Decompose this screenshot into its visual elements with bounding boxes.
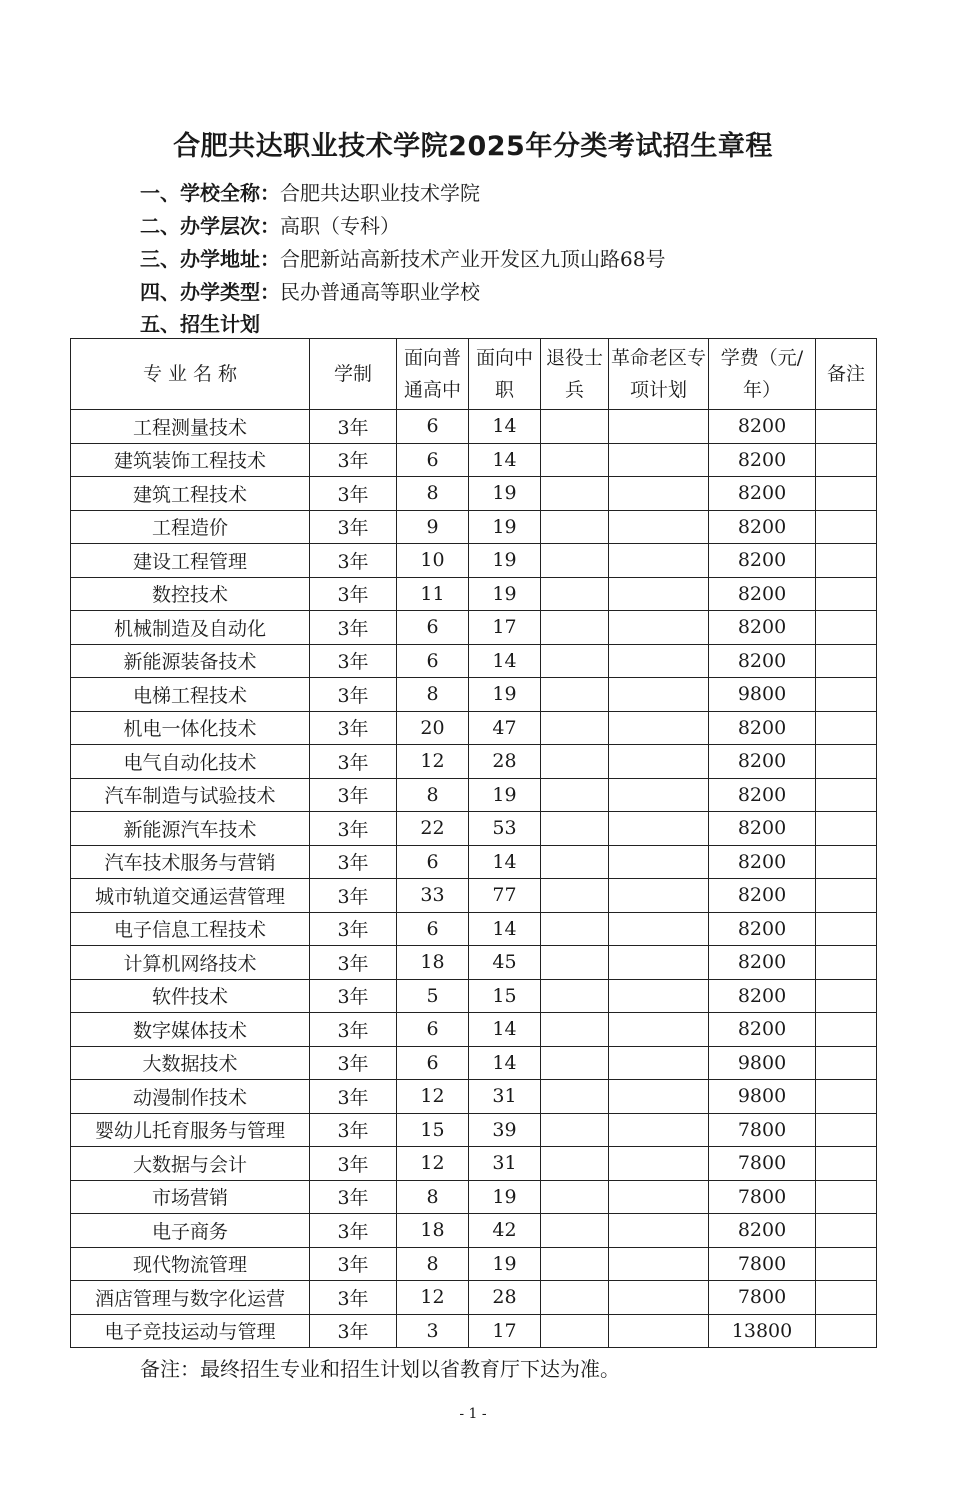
cell-major-name: 电气自动化技术 <box>71 745 310 779</box>
cell-high-school: 9 <box>397 510 469 544</box>
cell-years: 3年 <box>310 1013 397 1047</box>
cell-years: 3年 <box>310 1113 397 1147</box>
cell-veterans <box>541 1180 609 1214</box>
cell-years: 3年 <box>310 443 397 477</box>
cell-high-school: 18 <box>397 946 469 980</box>
cell-tuition: 9800 <box>709 1046 816 1080</box>
cell-high-school: 22 <box>397 812 469 846</box>
cell-vocational-school: 39 <box>469 1113 541 1147</box>
table-row <box>71 1314 877 1348</box>
header-vocational-school: 面向中职 <box>469 339 541 410</box>
cell-revolutionary-area <box>609 1247 709 1281</box>
cell-veterans <box>541 544 609 578</box>
cell-years: 3年 <box>310 1147 397 1181</box>
cell-vocational-school: 19 <box>469 778 541 812</box>
cell-high-school: 8 <box>397 1247 469 1281</box>
page-number: - 1 - <box>459 1406 487 1422</box>
cell-vocational-school: 14 <box>469 443 541 477</box>
cell-remarks <box>816 845 877 879</box>
table-row <box>71 510 877 544</box>
cell-vocational-school: 19 <box>469 1247 541 1281</box>
cell-remarks <box>816 912 877 946</box>
cell-revolutionary-area <box>609 678 709 712</box>
cell-tuition: 8200 <box>709 644 816 678</box>
header-high-school: 面向普通高中 <box>397 339 469 410</box>
cell-major-name: 建筑装饰工程技术 <box>71 443 310 477</box>
cell-tuition: 8200 <box>709 711 816 745</box>
cell-vocational-school: 14 <box>469 644 541 678</box>
table-row <box>71 678 877 712</box>
info-label: 三、办学地址： <box>140 247 280 271</box>
cell-high-school: 11 <box>397 577 469 611</box>
info-label: 四、办学类型： <box>140 280 280 304</box>
cell-years: 3年 <box>310 946 397 980</box>
cell-veterans <box>541 1113 609 1147</box>
cell-major-name: 市场营销 <box>71 1180 310 1214</box>
cell-remarks <box>816 1080 877 1114</box>
cell-years: 3年 <box>310 644 397 678</box>
cell-major-name: 建设工程管理 <box>71 544 310 578</box>
cell-revolutionary-area <box>609 611 709 645</box>
cell-major-name: 机电一体化技术 <box>71 711 310 745</box>
cell-veterans <box>541 1247 609 1281</box>
cell-vocational-school: 14 <box>469 912 541 946</box>
table-row <box>71 477 877 511</box>
cell-revolutionary-area <box>609 577 709 611</box>
cell-years: 3年 <box>310 678 397 712</box>
cell-years: 3年 <box>310 611 397 645</box>
cell-major-name: 软件技术 <box>71 979 310 1013</box>
cell-major-name: 工程造价 <box>71 510 310 544</box>
cell-revolutionary-area <box>609 1113 709 1147</box>
header-revolutionary-area: 革命老区专项计划 <box>609 339 709 410</box>
cell-remarks <box>816 1247 877 1281</box>
cell-major-name: 现代物流管理 <box>71 1247 310 1281</box>
cell-years: 3年 <box>310 1214 397 1248</box>
cell-revolutionary-area <box>609 912 709 946</box>
table-row <box>71 443 877 477</box>
cell-remarks <box>816 1281 877 1315</box>
cell-veterans <box>541 577 609 611</box>
cell-high-school: 33 <box>397 879 469 913</box>
cell-vocational-school: 19 <box>469 477 541 511</box>
cell-high-school: 3 <box>397 1314 469 1348</box>
cell-remarks <box>816 510 877 544</box>
cell-vocational-school: 28 <box>469 1281 541 1315</box>
cell-revolutionary-area <box>609 812 709 846</box>
cell-revolutionary-area <box>609 845 709 879</box>
info-value: 合肥共达职业技术学院 <box>280 181 480 205</box>
cell-major-name: 电梯工程技术 <box>71 678 310 712</box>
cell-major-name: 电子商务 <box>71 1214 310 1248</box>
table-row <box>71 912 877 946</box>
cell-veterans <box>541 611 609 645</box>
cell-high-school: 6 <box>397 443 469 477</box>
table-row <box>71 1113 877 1147</box>
cell-major-name: 城市轨道交通运营管理 <box>71 879 310 913</box>
cell-high-school: 6 <box>397 644 469 678</box>
table-row <box>71 979 877 1013</box>
info-value: 民办普通高等职业学校 <box>280 280 480 304</box>
table-row <box>71 644 877 678</box>
info-value: 高职（专科） <box>280 214 400 238</box>
cell-high-school: 6 <box>397 912 469 946</box>
cell-tuition: 8200 <box>709 510 816 544</box>
cell-years: 3年 <box>310 745 397 779</box>
cell-years: 3年 <box>310 912 397 946</box>
cell-veterans <box>541 678 609 712</box>
cell-veterans <box>541 510 609 544</box>
cell-major-name: 电子竞技运动与管理 <box>71 1314 310 1348</box>
cell-remarks <box>816 711 877 745</box>
cell-years: 3年 <box>310 477 397 511</box>
cell-remarks <box>816 1013 877 1047</box>
cell-vocational-school: 31 <box>469 1080 541 1114</box>
cell-major-name: 建筑工程技术 <box>71 477 310 511</box>
cell-revolutionary-area <box>609 778 709 812</box>
cell-veterans <box>541 1046 609 1080</box>
cell-veterans <box>541 1281 609 1315</box>
cell-tuition: 7800 <box>709 1180 816 1214</box>
cell-major-name: 新能源装备技术 <box>71 644 310 678</box>
cell-high-school: 12 <box>397 1080 469 1114</box>
cell-vocational-school: 45 <box>469 946 541 980</box>
info-level <box>140 214 400 238</box>
info-school-name <box>140 181 480 205</box>
header-major-name: 专 业 名 称 <box>71 339 310 410</box>
table-row <box>71 1013 877 1047</box>
cell-remarks <box>816 1180 877 1214</box>
cell-remarks <box>816 477 877 511</box>
cell-high-school: 18 <box>397 1214 469 1248</box>
cell-remarks <box>816 611 877 645</box>
table-row <box>71 879 877 913</box>
cell-tuition: 7800 <box>709 1113 816 1147</box>
cell-tuition: 8200 <box>709 443 816 477</box>
cell-tuition: 8200 <box>709 778 816 812</box>
cell-remarks <box>816 577 877 611</box>
cell-high-school: 12 <box>397 1147 469 1181</box>
cell-tuition: 9800 <box>709 1080 816 1114</box>
info-address <box>140 247 665 271</box>
cell-remarks <box>816 812 877 846</box>
cell-major-name: 婴幼儿托育服务与管理 <box>71 1113 310 1147</box>
cell-vocational-school: 14 <box>469 1013 541 1047</box>
info-type <box>140 280 480 304</box>
cell-years: 3年 <box>310 979 397 1013</box>
cell-vocational-school: 19 <box>469 1180 541 1214</box>
cell-veterans <box>541 1013 609 1047</box>
cell-tuition: 9800 <box>709 678 816 712</box>
table-row <box>71 745 877 779</box>
cell-tuition: 8200 <box>709 611 816 645</box>
cell-major-name: 汽车技术服务与营销 <box>71 845 310 879</box>
cell-major-name: 汽车制造与试验技术 <box>71 778 310 812</box>
cell-major-name: 动漫制作技术 <box>71 1080 310 1114</box>
cell-vocational-school: 19 <box>469 510 541 544</box>
header-veterans: 退役士兵 <box>541 339 609 410</box>
cell-revolutionary-area <box>609 1180 709 1214</box>
cell-tuition: 8200 <box>709 544 816 578</box>
cell-vocational-school: 19 <box>469 577 541 611</box>
cell-years: 3年 <box>310 812 397 846</box>
cell-years: 3年 <box>310 1281 397 1315</box>
cell-major-name: 工程测量技术 <box>71 410 310 444</box>
document-title: 合肥共达职业技术学院2025年分类考试招生章程 <box>173 131 773 162</box>
cell-veterans <box>541 745 609 779</box>
cell-revolutionary-area <box>609 711 709 745</box>
cell-tuition: 8200 <box>709 1013 816 1047</box>
cell-high-school: 6 <box>397 611 469 645</box>
cell-veterans <box>541 812 609 846</box>
header-tuition: 学费（元/年） <box>709 339 816 410</box>
cell-tuition: 7800 <box>709 1147 816 1181</box>
cell-major-name: 计算机网络技术 <box>71 946 310 980</box>
cell-veterans <box>541 912 609 946</box>
table-row <box>71 1147 877 1181</box>
cell-remarks <box>816 745 877 779</box>
cell-high-school: 6 <box>397 1046 469 1080</box>
cell-remarks <box>816 1147 877 1181</box>
table-row <box>71 1247 877 1281</box>
cell-revolutionary-area <box>609 1214 709 1248</box>
cell-revolutionary-area <box>609 410 709 444</box>
cell-remarks <box>816 544 877 578</box>
cell-veterans <box>541 1214 609 1248</box>
cell-years: 3年 <box>310 1080 397 1114</box>
table-row <box>71 1080 877 1114</box>
cell-remarks <box>816 946 877 980</box>
cell-years: 3年 <box>310 1180 397 1214</box>
cell-revolutionary-area <box>609 510 709 544</box>
cell-revolutionary-area <box>609 644 709 678</box>
cell-vocational-school: 31 <box>469 1147 541 1181</box>
cell-vocational-school: 28 <box>469 745 541 779</box>
cell-major-name: 大数据技术 <box>71 1046 310 1080</box>
table-row <box>71 1214 877 1248</box>
cell-revolutionary-area <box>609 477 709 511</box>
cell-veterans <box>541 979 609 1013</box>
cell-vocational-school: 53 <box>469 812 541 846</box>
cell-veterans <box>541 443 609 477</box>
cell-years: 3年 <box>310 410 397 444</box>
cell-vocational-school: 47 <box>469 711 541 745</box>
cell-years: 3年 <box>310 510 397 544</box>
cell-high-school: 8 <box>397 477 469 511</box>
cell-years: 3年 <box>310 845 397 879</box>
cell-high-school: 20 <box>397 711 469 745</box>
table-row <box>71 577 877 611</box>
cell-vocational-school: 19 <box>469 678 541 712</box>
cell-tuition: 8200 <box>709 745 816 779</box>
table-row <box>71 946 877 980</box>
cell-tuition: 7800 <box>709 1247 816 1281</box>
cell-major-name: 数控技术 <box>71 577 310 611</box>
info-plan-heading <box>140 312 260 336</box>
info-label: 二、办学层次： <box>140 214 280 238</box>
cell-remarks <box>816 1314 877 1348</box>
cell-vocational-school: 17 <box>469 1314 541 1348</box>
cell-high-school: 6 <box>397 410 469 444</box>
cell-high-school: 6 <box>397 1013 469 1047</box>
header-years: 学制 <box>310 339 397 410</box>
cell-vocational-school: 19 <box>469 544 541 578</box>
cell-years: 3年 <box>310 544 397 578</box>
cell-tuition: 8200 <box>709 879 816 913</box>
cell-revolutionary-area <box>609 979 709 1013</box>
cell-revolutionary-area <box>609 1147 709 1181</box>
cell-veterans <box>541 778 609 812</box>
table-row <box>71 812 877 846</box>
cell-tuition: 13800 <box>709 1314 816 1348</box>
cell-tuition: 8200 <box>709 845 816 879</box>
cell-years: 3年 <box>310 778 397 812</box>
cell-major-name: 酒店管理与数字化运营 <box>71 1281 310 1315</box>
cell-revolutionary-area <box>609 1080 709 1114</box>
cell-high-school: 8 <box>397 778 469 812</box>
cell-revolutionary-area <box>609 1281 709 1315</box>
cell-major-name: 电子信息工程技术 <box>71 912 310 946</box>
cell-remarks <box>816 879 877 913</box>
cell-revolutionary-area <box>609 1314 709 1348</box>
cell-vocational-school: 17 <box>469 611 541 645</box>
enrollment-plan-table <box>70 338 877 1348</box>
cell-revolutionary-area <box>609 1013 709 1047</box>
cell-veterans <box>541 711 609 745</box>
cell-revolutionary-area <box>609 544 709 578</box>
cell-vocational-school: 14 <box>469 1046 541 1080</box>
cell-major-name: 新能源汽车技术 <box>71 812 310 846</box>
table-row <box>71 611 877 645</box>
cell-high-school: 12 <box>397 745 469 779</box>
cell-major-name: 数字媒体技术 <box>71 1013 310 1047</box>
cell-remarks <box>816 778 877 812</box>
cell-revolutionary-area <box>609 879 709 913</box>
cell-tuition: 7800 <box>709 1281 816 1315</box>
cell-years: 3年 <box>310 1046 397 1080</box>
cell-major-name: 大数据与会计 <box>71 1147 310 1181</box>
cell-vocational-school: 14 <box>469 410 541 444</box>
cell-high-school: 12 <box>397 1281 469 1315</box>
cell-tuition: 8200 <box>709 912 816 946</box>
cell-high-school: 5 <box>397 979 469 1013</box>
cell-revolutionary-area <box>609 443 709 477</box>
cell-years: 3年 <box>310 711 397 745</box>
table-header-row <box>71 339 877 410</box>
cell-years: 3年 <box>310 1314 397 1348</box>
cell-veterans <box>541 845 609 879</box>
cell-high-school: 6 <box>397 845 469 879</box>
table-row <box>71 1281 877 1315</box>
cell-years: 3年 <box>310 577 397 611</box>
cell-vocational-school: 14 <box>469 845 541 879</box>
cell-high-school: 8 <box>397 1180 469 1214</box>
cell-remarks <box>816 1113 877 1147</box>
table-row <box>71 1046 877 1080</box>
table-row <box>71 711 877 745</box>
cell-revolutionary-area <box>609 745 709 779</box>
cell-vocational-school: 77 <box>469 879 541 913</box>
cell-revolutionary-area <box>609 946 709 980</box>
table-row <box>71 410 877 444</box>
cell-remarks <box>816 1046 877 1080</box>
cell-veterans <box>541 946 609 980</box>
cell-tuition: 8200 <box>709 1214 816 1248</box>
cell-veterans <box>541 644 609 678</box>
cell-years: 3年 <box>310 879 397 913</box>
cell-remarks <box>816 1214 877 1248</box>
cell-vocational-school: 42 <box>469 1214 541 1248</box>
table-row <box>71 845 877 879</box>
cell-high-school: 10 <box>397 544 469 578</box>
cell-veterans <box>541 1314 609 1348</box>
cell-tuition: 8200 <box>709 946 816 980</box>
table-row <box>71 544 877 578</box>
cell-veterans <box>541 410 609 444</box>
cell-remarks <box>816 678 877 712</box>
cell-tuition: 8200 <box>709 812 816 846</box>
cell-major-name: 机械制造及自动化 <box>71 611 310 645</box>
cell-veterans <box>541 1080 609 1114</box>
cell-remarks <box>816 979 877 1013</box>
info-label: 五、招生计划 <box>140 312 260 336</box>
header-remarks: 备注 <box>816 339 877 410</box>
cell-tuition: 8200 <box>709 477 816 511</box>
cell-vocational-school: 15 <box>469 979 541 1013</box>
cell-remarks <box>816 443 877 477</box>
cell-remarks <box>816 410 877 444</box>
cell-years: 3年 <box>310 1247 397 1281</box>
table-row <box>71 1180 877 1214</box>
cell-tuition: 8200 <box>709 979 816 1013</box>
cell-veterans <box>541 1147 609 1181</box>
info-value: 合肥新站高新技术产业开发区九顶山路68号 <box>280 247 666 271</box>
cell-veterans <box>541 477 609 511</box>
cell-revolutionary-area <box>609 1046 709 1080</box>
cell-tuition: 8200 <box>709 410 816 444</box>
cell-high-school: 15 <box>397 1113 469 1147</box>
cell-tuition: 8200 <box>709 577 816 611</box>
info-label: 一、学校全称： <box>140 181 280 205</box>
cell-remarks <box>816 644 877 678</box>
cell-high-school: 8 <box>397 678 469 712</box>
footnote: 备注：最终招生专业和招生计划以省教育厅下达为准。 <box>140 1357 620 1381</box>
cell-veterans <box>541 879 609 913</box>
table-row <box>71 778 877 812</box>
